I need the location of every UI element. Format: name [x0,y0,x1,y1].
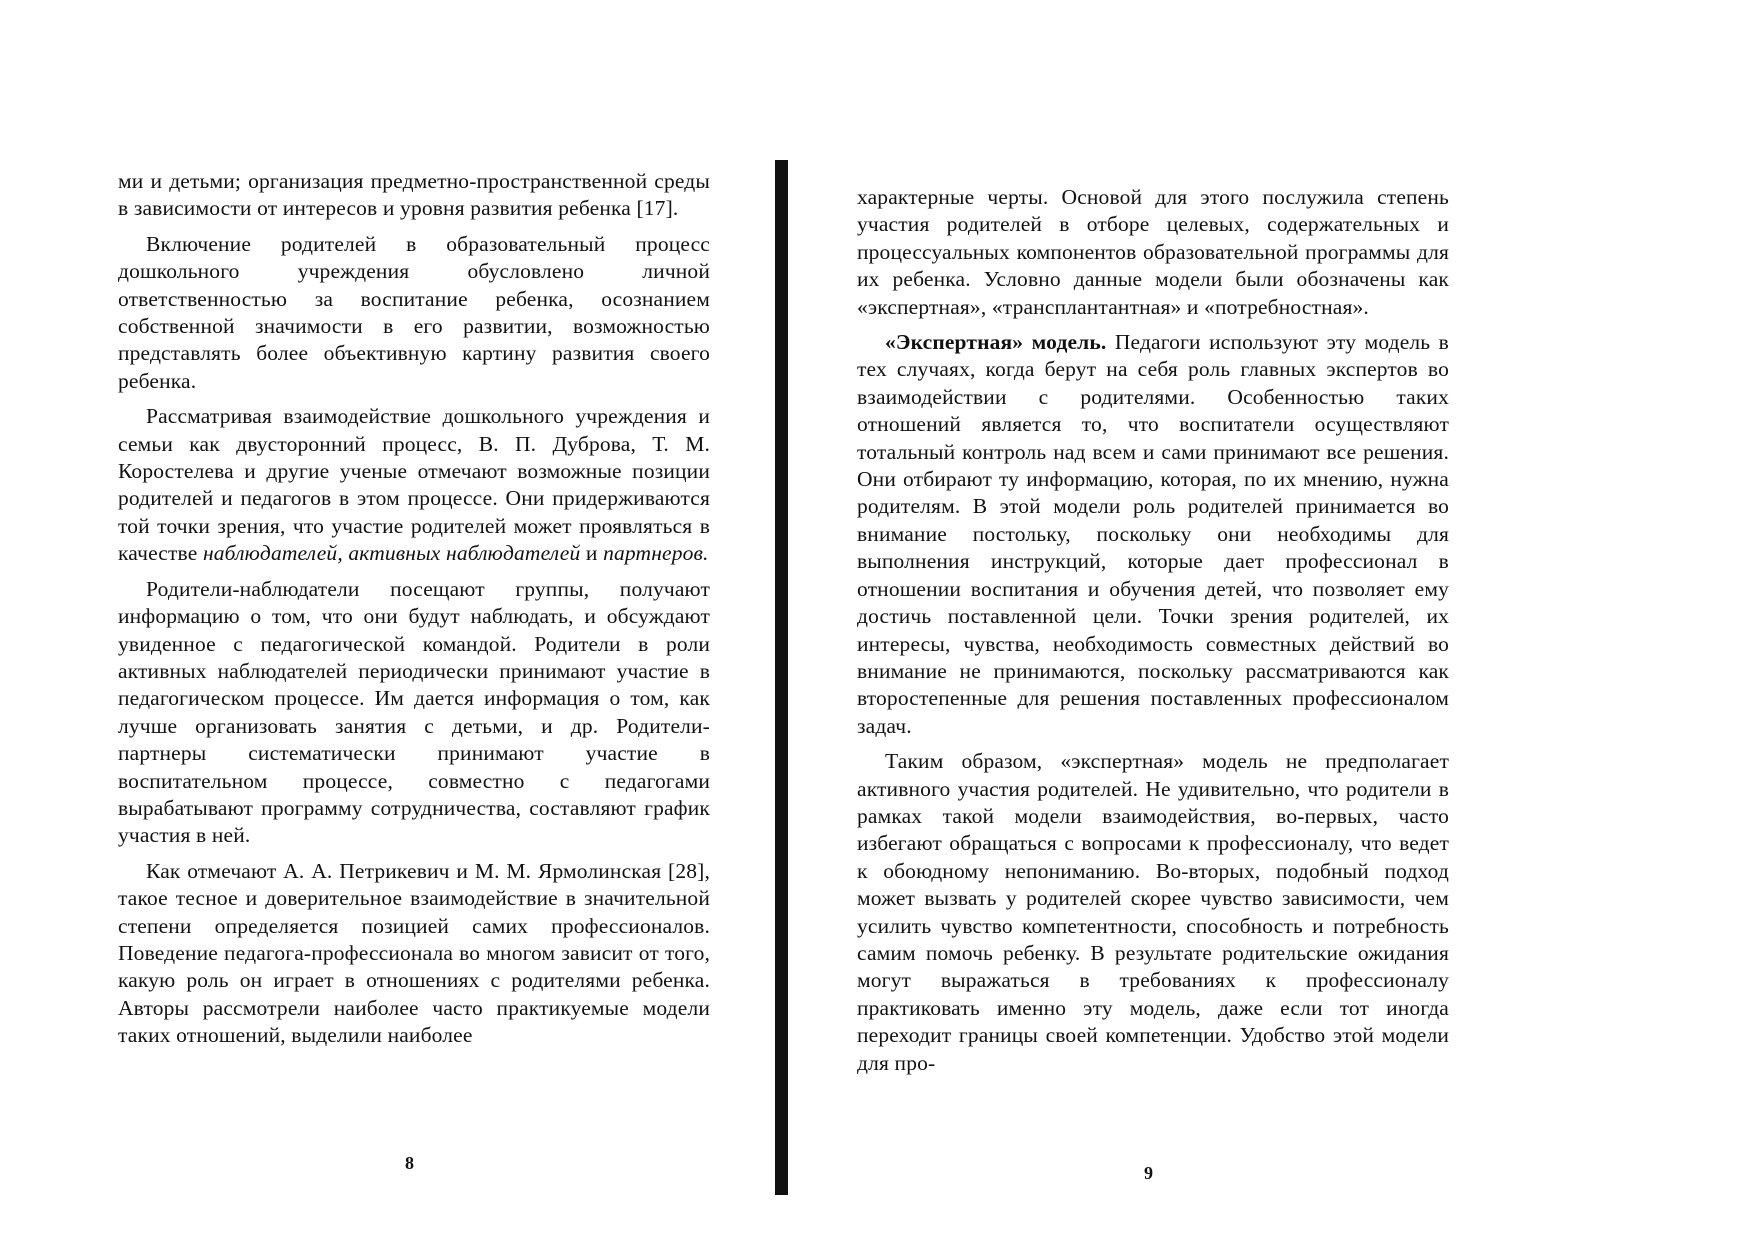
left-paragraph-3-text: Рассматривая взаимодействие дошкольного учреждения и семьи как двусторонний процесс, В. П. Дуброва, Т. М. Коростелева и другие ученые отмечают возможные позиции родителей и педагогов в этом процессе. Они придерживаются той точки зрения, что участие родителей может проявляться в качестве [118,404,710,566]
expert-model-heading: «Экспертная» модель. [885,330,1107,355]
right-page [857,184,1449,1085]
left-page [118,168,710,1058]
left-paragraph-1: ми и детьми; организация предметно-пространственной среды в зависимости от интересов и уровня развития ребенка [17]. [118,169,710,221]
right-paragraph-1: характерные черты. Основой для этого послужила степень участия родителей в отборе целевых, содержательных и процессуальных компонентов образовательной программы для их ребенка. Условно данные модели были обозначены как «экспертная», «трансплантантная» и «потребностная». [857,185,1449,319]
right-paragraph-2 [857,329,1449,740]
page-number-left: 8 [405,1153,414,1173]
left-paragraph-4: Родители-наблюдатели посещают группы, получают информацию о том, что они будут наблюдать, и обсуждают увиденное с педагогической командой. Родители в роли активных наблюдателей периодически принимают участие в педагогическом процессе. Им дается информация о том, как лучше организовать занятия с детьми, и др. Родители-партнеры систематически принимают участие в воспитательном процессе, совместно с педагогами вырабатывают программу сотрудничества, составляют график участия в ней. [118,576,710,848]
italic-and: и [580,541,604,566]
italic-observers: наблюдателей, активных наблюдателей [202,541,581,566]
left-paragraph-2: Включение родителей в образовательный процесс дошкольного учреждения обусловлено личной ответственностью за воспитание ребенка, осознанием собственной значимости в его развитии, возможностью представлять более объективную картину развития своего ребенка. [118,231,710,393]
left-paragraph-3 [118,403,710,567]
book-spine-shadow [775,160,788,1195]
page-number-right: 9 [1144,1163,1153,1183]
right-paragraph-3: Таким образом, «экспертная» модель не предполагает активного участия родителей. Не удивительно, что родители в рамках такой модели взаимодействия, во-первых, часто избегают обращаться с вопросами к профессионалу, что ведет к обоюдному непониманию. Во-вторых, подобный подход может вызвать у родителей скорее чувство зависимости, чем усилить чувство компетентности, способность и потребность самим помочь ребенку. В результате родительские ожидания могут выражаться в требованиях к профессионалу практиковать именно эту модель, даже если тот иногда переходит границы своей компетенции. Удобство этой модели для про- [857,749,1449,1075]
right-paragraph-2-text: Педагоги используют эту модель в тех случаях, когда берут на себя роль главных экспертов во взаимодействии с родителями. Особенностью таких отношений является то, что воспитатели осуществляют тотальный контроль над всем и сами принимают все решения. Они отбирают ту информацию, которая, по их мнению, нужна родителям. В этой модели роль родителей принимается во внимание постольку, поскольку они необходимы для выполнения инструкций, которые дает профессионал в отношении воспитания и обучения детей, что позволяет ему достичь поставленной цели. Точки зрения родителей, их интересы, чувства, необходимость совместных действий во внимание не принимаются, поскольку рассматриваются как второстепенные для решения поставленных профессионалом задач. [857,330,1449,738]
left-paragraph-5: Как отмечают А. А. Петрикевич и М. М. Ярмолинская [28], такое тесное и доверительное взаимодействие в значительной степени определяется позицией самих профессионалов. Поведение педагога-профессионала во многом зависит от того, какую роль он играет в отношениях с родителями ребенка. Авторы рассмотрели наиболее часто практикуемые модели таких отношений, выделили наиболее [118,858,710,1048]
italic-partners: партнеров. [603,541,709,566]
